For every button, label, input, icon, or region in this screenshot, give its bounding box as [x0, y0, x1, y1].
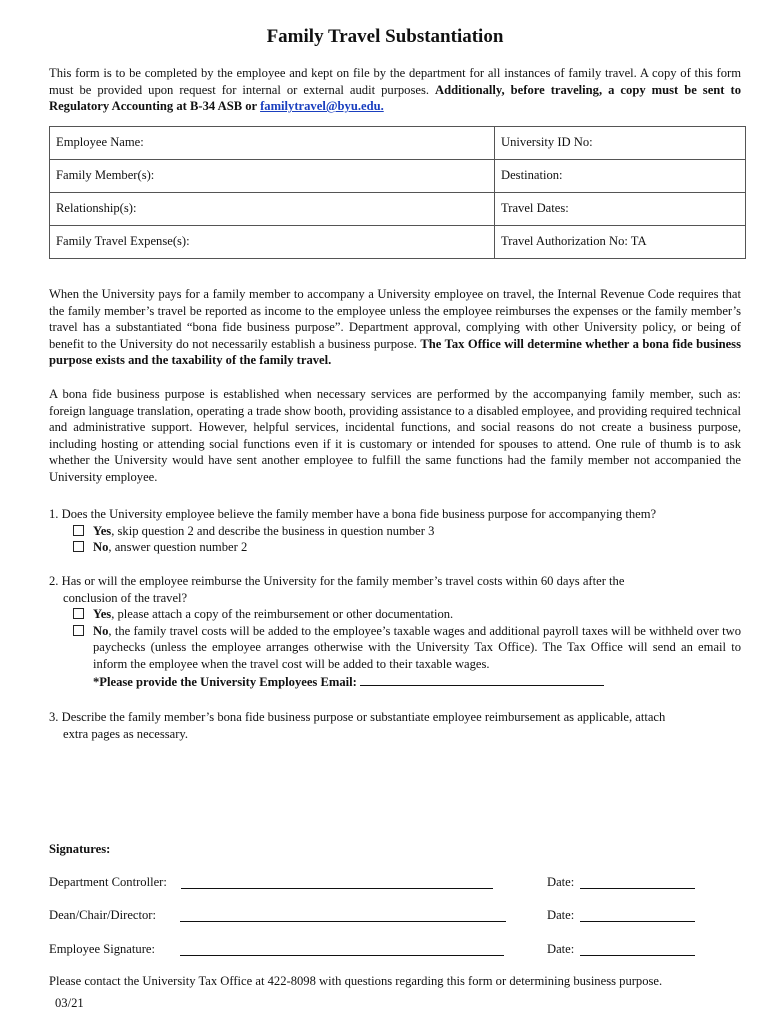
intro-paragraph	[49, 65, 741, 115]
relationship-field[interactable]	[50, 193, 495, 226]
controller-date-label: Date:	[547, 875, 575, 889]
dean-label: Dean/Chair/Director:	[49, 908, 157, 922]
travel-dates-label: Travel Dates:	[501, 201, 569, 215]
intro-bold-text: Additionally, before traveling, a copy must be sent to Regulatory Accounting at B-34 ASB or	[49, 82, 741, 114]
q2-option-no	[49, 623, 741, 673]
question-3-text: 3. Describe the family member’s bona fide business purpose or substantiate employee reimbursement as applicable, attach	[49, 710, 666, 724]
email-link[interactable]: familytravel@byu.edu.	[260, 99, 384, 114]
q2-no-text: , the family travel costs will be added to the employee’s taxable wages and additional payroll taxes will be withheld over two paychecks (unless the employee arranges otherwise with the University Tax Office). The Tax Office will send an email to inform the employee when the travel cost will be added to their taxable wages.	[93, 623, 741, 671]
employee-name-field[interactable]	[50, 127, 495, 160]
tax-paragraph	[49, 286, 741, 369]
employee-date-line[interactable]	[580, 942, 695, 956]
q1-no-checkbox[interactable]	[73, 541, 84, 552]
q2-yes-text: , please attach a copy of the reimbursement or other documentation.	[111, 607, 454, 622]
question-3-text-cont: extra pages as necessary.	[63, 726, 189, 741]
q2-no-label: No	[93, 623, 109, 638]
q2-option-yes	[49, 606, 741, 623]
employee-signature-label: Employee Signature:	[49, 942, 155, 956]
q2-yes-label: Yes	[93, 607, 112, 622]
controller-signature-line[interactable]	[181, 875, 493, 889]
q1-no-label: No	[93, 540, 109, 555]
expenses-label: Family Travel Expense(s):	[56, 234, 190, 248]
question-2-text: 2. Has or will the employee reimburse the University for the family member’s travel costs within 60 days after the	[49, 574, 625, 588]
dean-signature-row	[49, 908, 741, 926]
university-id-field[interactable]	[495, 127, 746, 160]
q1-option-no	[49, 539, 741, 556]
controller-date-line[interactable]	[580, 875, 695, 889]
revision-date: 03/21	[55, 996, 84, 1010]
employee-name-label: Employee Name:	[56, 135, 144, 149]
employee-signature-row	[49, 942, 741, 960]
employee-date-label: Date:	[547, 942, 575, 956]
q2-email-label: *Please provide the University Employees Email:	[93, 674, 357, 689]
dean-date-line[interactable]	[580, 908, 695, 922]
employee-signature-line[interactable]	[180, 942, 504, 956]
q1-option-yes	[49, 523, 741, 540]
q2-email-row	[49, 673, 741, 691]
dean-date-label: Date:	[547, 908, 575, 922]
question-1	[49, 506, 741, 556]
q1-yes-text: , skip question 2 and describe the business in question number 3	[111, 523, 435, 538]
q1-no-text: , answer question number 2	[108, 540, 248, 555]
q2-no-block	[93, 623, 741, 673]
q1-yes-label: Yes	[93, 523, 112, 538]
employee-email-input[interactable]	[360, 673, 604, 686]
authorization-field[interactable]	[495, 226, 746, 259]
q2-yes-checkbox[interactable]	[73, 608, 84, 619]
question-3	[49, 709, 741, 742]
business-purpose-paragraph: A bona fide business purpose is established when necessary services are performed by the accompanying family member, such as: foreign language translation, operating a trade show booth, providing assistance to a disabled employee, and providing required technical and administrative support. However, helpful services, incidental functions, and social reasons do not create a business purpose, including hosting or attending social functions even if it is customary or intended for spouses to attend. One rule of thumb is to ask whether the University would have sent another employee to fulfill the same functions had the family member not accompanied the University employee.	[49, 387, 741, 484]
question-2	[49, 573, 741, 690]
tax-paragraph-bold: The Tax Office will determine whether a bona fide business purpose exists and the taxability of the family travel.	[49, 336, 741, 368]
controller-label: Department Controller:	[49, 875, 167, 889]
family-members-label: Family Member(s):	[56, 168, 155, 182]
family-members-field[interactable]	[50, 160, 495, 193]
dean-signature-line[interactable]	[180, 908, 506, 922]
destination-label: Destination:	[501, 168, 563, 182]
relationship-label: Relationship(s):	[56, 201, 137, 215]
expenses-field[interactable]	[50, 226, 495, 259]
contact-footer: Please contact the University Tax Office at 422-8098 with questions regarding this form or determining business purpose.	[49, 974, 663, 988]
signatures-heading: Signatures:	[49, 842, 111, 856]
question-2-text-cont: conclusion of the travel?	[63, 590, 188, 605]
employee-info-table	[49, 126, 746, 259]
q2-no-checkbox[interactable]	[73, 625, 84, 636]
authorization-label: Travel Authorization No: TA	[501, 234, 647, 248]
destination-field[interactable]	[495, 160, 746, 193]
q1-yes-checkbox[interactable]	[73, 525, 84, 536]
travel-dates-field[interactable]	[495, 193, 746, 226]
controller-signature-row	[49, 875, 741, 893]
university-id-label: University ID No:	[501, 135, 593, 149]
question-1-text: 1. Does the University employee believe the family member have a bona fide business purpose for accompanying them?	[49, 507, 657, 521]
tax-paragraph-text: When the University pays for a family member to accompany a University employee on travel, the Internal Revenue Code requires that the family member’s travel be reported as income to the employee unless the employee reimburses the expenses or the family member’s travel has a substantiated “bona fide business purpose”. Department approval, complying with other University policy, or being of benefit to the University do not necessarily establish a business purpose.	[49, 287, 741, 351]
intro-text: This form is to be completed by the employee and kept on file by the department for all instances of family travel. A copy of this form must be provided upon request for internal or external audit purposes.	[49, 66, 741, 97]
form-title: Family Travel Substantiation	[266, 26, 504, 47]
